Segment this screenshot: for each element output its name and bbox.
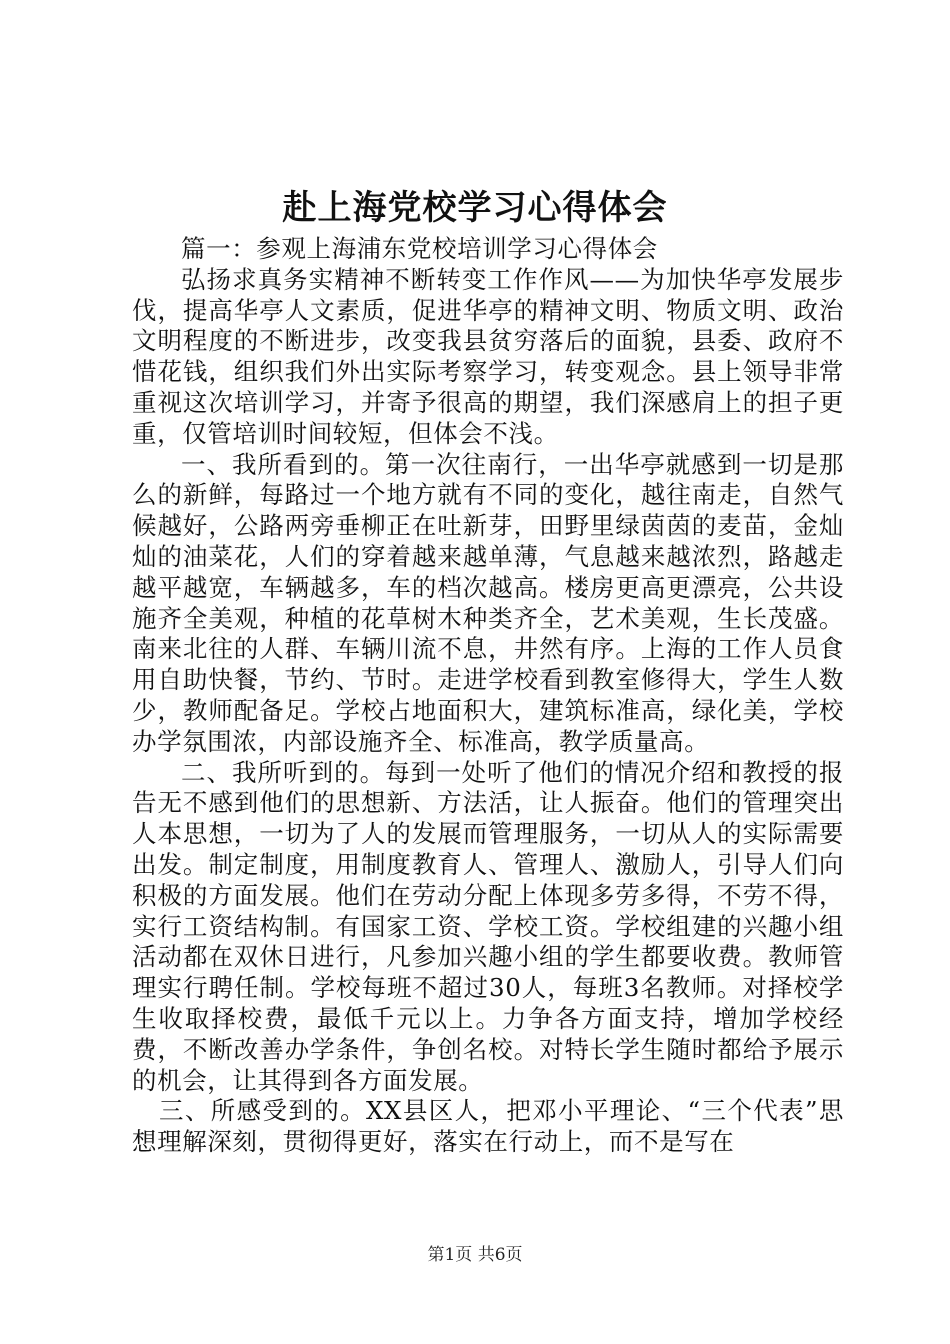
paragraph-what-i-felt: 三、所感受到的。XX县区人，把邓小平理论、“三个代表”思想理解深刻，贯彻得更好，落实在行动上，而不是写在 bbox=[132, 1096, 844, 1157]
paragraph-what-i-saw: 一、我所看到的。第一次往南行，一出华亭就感到一切是那么的新鲜，每路过一个地方就有不同的变化，越往南走，自然气候越好，公路两旁垂柳正在吐新芽，田野里绿茵茵的麦苗，金灿灿的油菜花，人们的穿着越来越单薄，气息越来越浓烈，路越走越平越宽，车辆越多，车的档次越高。楼房更高更漂亮，公共设施齐全美观，种植的花草树木种类齐全，艺术美观，生长茂盛。南来北往的人群、车辆川流不息，井然有序。上海的工作人员食用自助快餐，节约、节时。走进学校看到教室修得大，学生人数少，教师配备足。学校占地面积大，建筑标准高，绿化美，学校办学氛围浓，内部设施齐全、标准高，教学质量高。 bbox=[132, 449, 844, 756]
document-title: 赴上海党校学习心得体会 bbox=[282, 188, 668, 228]
paragraph-intro: 弘扬求真务实精神不断转变工作作风——为加快华亭发展步伐，提高华亭人文素质，促进华亭的精神文明、物质文明、政治文明程度的不断进步，改变我县贫穷落后的面貌，县委、政府不惜花钱，组织我们外出实际考察学习，转变观念。县上领导非常重视这次培训学习，并寄予很高的期望，我们深感肩上的担子更重，仅管培训时间较短，但体会不浅。 bbox=[132, 264, 844, 448]
section-heading-article-one: 篇一：参观上海浦东党校培训学习心得体会 bbox=[181, 234, 658, 263]
page-number-footer: 第1页 共6页 bbox=[427, 1245, 523, 1265]
document-body bbox=[132, 234, 844, 1158]
paragraph-what-i-heard: 二、我所听到的。每到一处听了他们的情况介绍和教授的报告无不感到他们的思想新、方法活，让人振奋。他们的管理突出人本思想，一切为了人的发展而管理服务，一切从人的实际需要出发。制定制度，用制度教育人、管理人、激励人，引导人们向积极的方面发展。他们在劳动分配上体现多劳多得，不劳不得，实行工资结构制。有国家工资、学校工资。学校组建的兴趣小组活动都在双休日进行，凡参加兴趣小组的学生都要收费。教师管理实行聘任制。学校每班不超过30人，每班3名教师。对择校学生收取择校费，最低千元以上。力争各方面支持，增加学校经费，不断改善办学条件，争创名校。对特长学生随时都给予展示的机会，让其得到各方面发展。 bbox=[132, 757, 844, 1095]
